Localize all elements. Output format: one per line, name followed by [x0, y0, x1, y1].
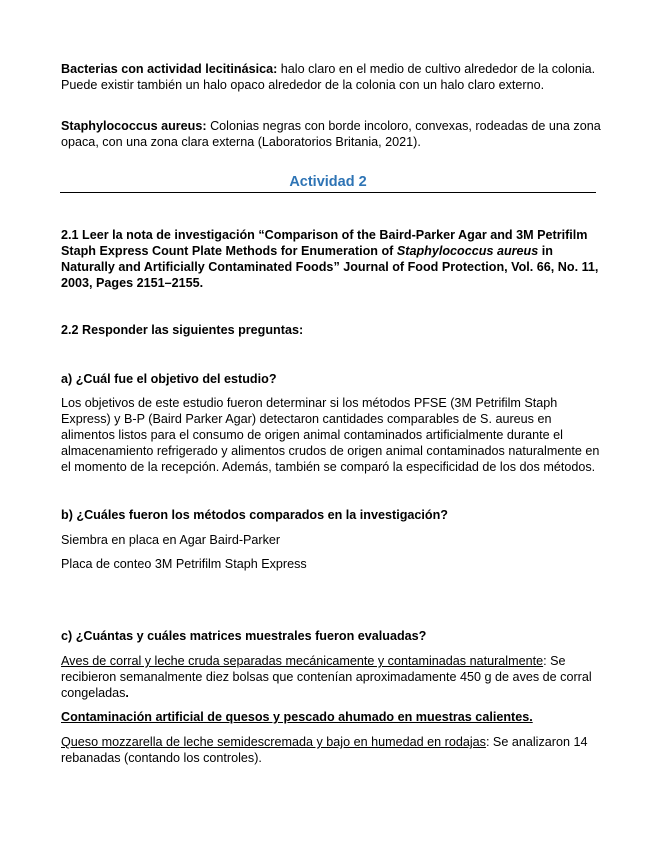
staph-text: Colonias negras con borde incoloro, convexas, rodeadas de una zona opaca, con una zona clara externa (Laboratorios Britania, 2021).	[61, 119, 601, 149]
lecitinasica-paragraph	[61, 61, 601, 93]
artificial-contamination-heading: Contaminación artificial de quesos y pescado ahumado en muestras calientes.	[61, 710, 533, 724]
heading-divider	[60, 192, 596, 193]
section-heading: Actividad 2	[289, 174, 367, 190]
matrix-1-paragraph	[61, 653, 601, 701]
item-2-1-after: in Naturally and Artificially Contaminated Foods” Journal of Food Protection, Vol. 66, No. 11, 2003, Pages 2151–2155.	[61, 244, 599, 290]
matrix-1-underlined: Aves de corral y leche cruda separadas mecánicamente y contaminadas naturalmente	[61, 654, 544, 668]
staph-paragraph	[61, 118, 601, 150]
item-2-2: 2.2 Responder las siguientes preguntas:	[61, 323, 304, 337]
item-2-1	[61, 227, 601, 291]
method-2: Placa de conteo 3M Petrifilm Staph Express	[61, 557, 307, 571]
matrix-1-end: .	[125, 686, 129, 700]
item-2-1-italic: Staphylococcus aureus	[396, 244, 539, 258]
matrix-2-paragraph	[61, 734, 601, 766]
question-a-title: a) ¿Cuál fue el objetivo del estudio?	[61, 372, 277, 386]
staph-term: Staphylococcus aureus:	[61, 119, 207, 133]
matrix-1-text: : Se recibieron semanalmente diez bolsas que contenían aproximadamente 450 g de aves de corral congeladas	[61, 654, 592, 700]
question-c-title: c) ¿Cuántas y cuáles matrices muestrales fueron evaluadas?	[61, 629, 427, 643]
question-b-title: b) ¿Cuáles fueron los métodos comparados en la investigación?	[61, 508, 448, 522]
item-2-1-before: 2.1 Leer la nota de investigación “Comparison of the Baird-Parker Agar and 3M Petrifilm Staph Express Count Plate Methods for Enumeration of	[61, 228, 588, 258]
lecitinasica-term: Bacterias con actividad lecitinásica:	[61, 62, 278, 76]
matrix-2-text: : Se analizaron 14 rebanadas (contando los controles).	[61, 735, 588, 765]
method-1: Siembra en placa en Agar Baird-Parker	[61, 533, 281, 547]
lecitinasica-text: halo claro en el medio de cultivo alrededor de la colonia. Puede existir también un halo opaco alrededor de la colonia con un halo claro externo.	[61, 62, 596, 92]
matrix-2-underlined: Queso mozzarella de leche semidescremada y bajo en humedad en rodajas	[61, 735, 486, 749]
question-a-answer: Los objetivos de este estudio fueron determinar si los métodos PFSE (3M Petrifilm Staph Express) y B-P (Baird Parker Agar) detectaron cantidades comparables de S. aureus en alimentos listos para el consumo de origen animal contaminados artificialmente durante el almacenamiento refrigerado y alimentos crudos de origen animal contaminados naturalmente en el momento de la recepción. Además, también se comparó la especificidad de los dos métodos.	[61, 396, 600, 474]
